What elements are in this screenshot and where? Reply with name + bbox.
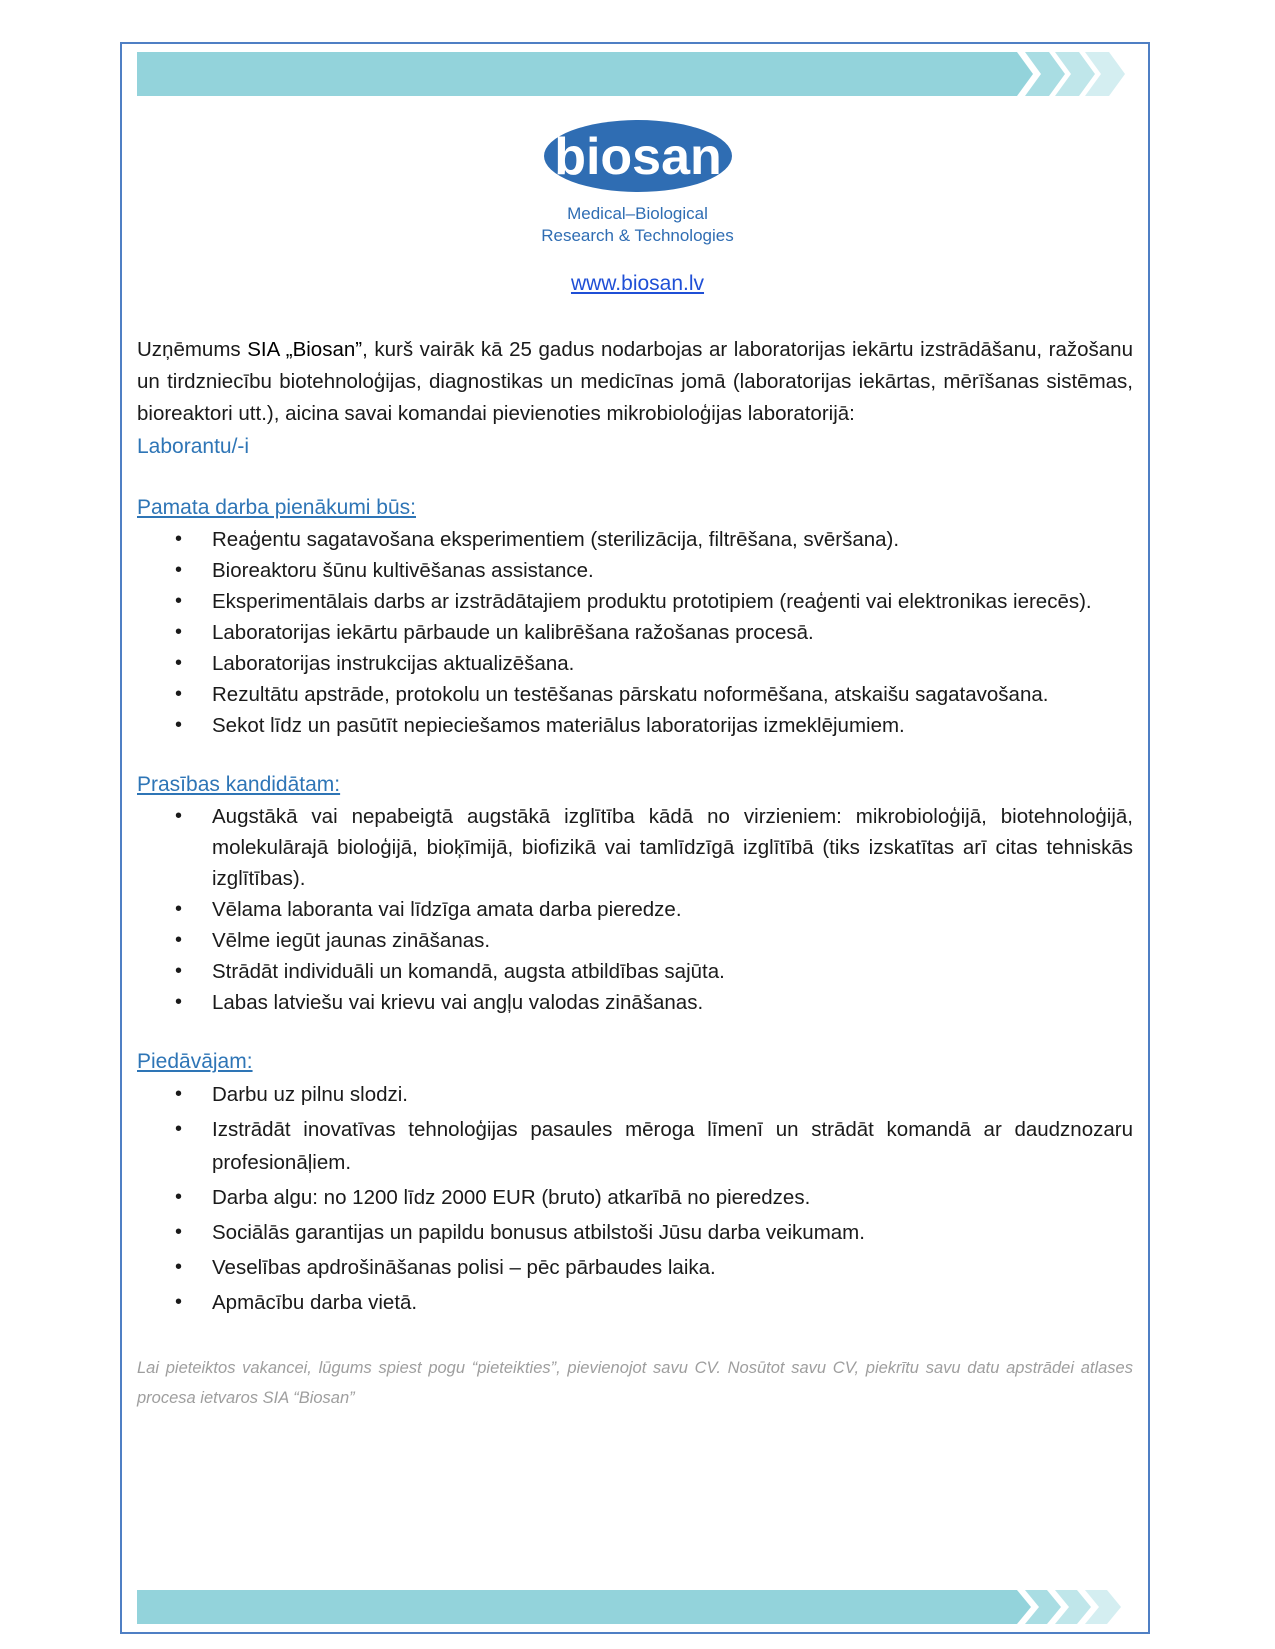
- top-decorative-band: [137, 52, 1137, 96]
- logo-wordmark: biosan: [553, 128, 722, 186]
- list-item: • Augstākā vai nepabeigtā augstākā izglītība kādā no virzieniem: mikrobioloģijā, biotehnoloģijā, molekulārajā bioloģijā, bioķīmijā, biofizikā vai tamlīdzīgā izglītībā (tiks izskatītas arī citas tehniskās izglītības).: [137, 801, 1133, 894]
- list-item: • Sekot līdz un pasūtīt nepieciešamos materiālus laboratorijas izmeklējumiem.: [137, 710, 1133, 741]
- list-item: • Eksperimentālais darbs ar izstrādātajiem produktu prototipiem (reaģenti vai elektronikas ierecēs).: [137, 586, 1133, 617]
- intro-lead: Uzņēmums: [137, 338, 248, 361]
- requirements-section: [137, 769, 1133, 1018]
- offer-section: [137, 1046, 1133, 1319]
- intro-body: , kurš vairāk kā 25 gadus nodarbojas ar laboratorijas iekārtu izstrādāšanu, ražošanu un tirdzniecību biotehnoloģijas, diagnostikas un medicīnas jomā (laboratorijas iekārtas, mērīšanas sistēmas, bioreaktori utt.), aicina savai komandai pievienoties mikrobioloģijas laboratorijā:: [137, 338, 1133, 425]
- list-item: • Darbu uz pilnu slodzi.: [137, 1078, 1133, 1111]
- logo-tagline-2: Research & Technologies: [541, 226, 734, 245]
- list-item: • Strādāt individuāli un komandā, augsta atbildības sajūta.: [137, 956, 1133, 987]
- company-name: SIA „Biosan”: [247, 338, 363, 361]
- logo-tagline-1: Medical–Biological: [567, 204, 708, 223]
- list-item: • Laboratorijas instrukcijas aktualizēšana.: [137, 648, 1133, 679]
- requirements-title: Prasības kandidātam:: [137, 773, 341, 796]
- list-item: • Veselības apdrošināšanas polisi – pēc pārbaudes laika.: [137, 1251, 1133, 1284]
- main-content: [137, 334, 1133, 1413]
- duties-list: [137, 524, 1133, 741]
- list-item: • Laboratorijas iekārtu pārbaude un kalibrēšana ražošanas procesā.: [137, 617, 1133, 648]
- application-note: Lai pieteiktos vakancei, lūgums spiest pogu “pieteikties”, pievienojot savu CV. Nosūtot savu CV, piekrītu savu datu apstrādei atlases procesa ietvaros SIA “Biosan”: [137, 1359, 1133, 1407]
- list-item: • Darba algu: no 1200 līdz 2000 EUR (bruto) atkarībā no pieredzes.: [137, 1181, 1133, 1214]
- position-title: Laborantu/-i: [137, 435, 250, 458]
- list-item: • Bioreaktoru šūnu kultivēšanas assistance.: [137, 555, 1133, 586]
- duties-title: Pamata darba pienākumi būs:: [137, 496, 416, 519]
- website-link[interactable]: www.biosan.lv: [570, 272, 705, 295]
- list-item: • Rezultātu apstrāde, protokolu un testēšanas pārskatu noformēšana, atskaišu sagatavošana.: [137, 679, 1133, 710]
- duties-section: [137, 492, 1133, 741]
- offer-title: Piedāvājam:: [137, 1050, 253, 1073]
- requirements-list: [137, 801, 1133, 1018]
- list-item: • Izstrādāt inovatīvas tehnoloģijas pasaules mēroga līmenī un strādāt komandā ar daudznozaru profesionāļiem.: [137, 1113, 1133, 1179]
- list-item: • Vēlme iegūt jaunas zināšanas.: [137, 925, 1133, 956]
- logo-badge: [538, 118, 738, 198]
- list-item: • Reaģentu sagatavošana eksperimentiem (sterilizācija, filtrēšana, svēršana).: [137, 524, 1133, 555]
- bottom-decorative-band: [137, 1590, 1137, 1634]
- list-item: • Vēlama laboranta vai līdzīga amata darba pieredze.: [137, 894, 1133, 925]
- list-item: • Sociālās garantijas un papildu bonusus atbilstoši Jūsu darba veikumam.: [137, 1216, 1133, 1249]
- intro-paragraph: [137, 334, 1133, 430]
- biosan-logo: [0, 118, 1275, 247]
- list-item: • Labas latviešu vai krievu vai angļu valodas zināšanas.: [137, 987, 1133, 1018]
- offer-list: [137, 1078, 1133, 1319]
- list-item: • Apmācību darba vietā.: [137, 1286, 1133, 1319]
